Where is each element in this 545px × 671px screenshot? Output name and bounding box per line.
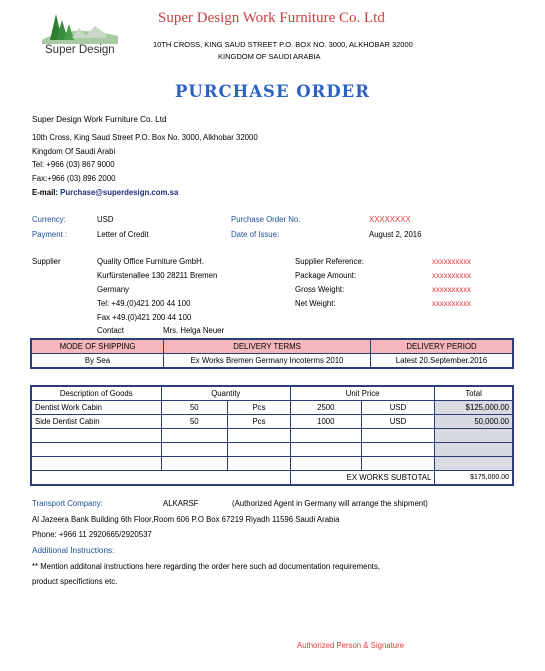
package-amount-label: Package Amount: <box>295 271 357 280</box>
table-row <box>31 429 513 443</box>
item-description: Dentist Work Cabin <box>31 401 161 415</box>
subtotal-row <box>31 471 513 486</box>
tree-logo-icon <box>40 6 120 46</box>
supplier-country: Germany <box>97 285 130 294</box>
po-number-label: Purchase Order No. <box>231 215 301 224</box>
currency-label: Currency: <box>32 215 66 224</box>
supplier-ref-label: Supplier Reference: <box>295 257 364 266</box>
additional-line1: ** Mention additonal instructions here regarding the order here such ad documentation requirements, <box>32 562 381 571</box>
table-row <box>31 401 513 415</box>
signature-label: Authorized Person & Signature <box>297 641 405 650</box>
goods-header-row <box>31 386 513 401</box>
additional-line2: product specifictions etc. <box>32 577 118 586</box>
delivery-period-header: DELIVERY PERIOD <box>371 339 514 354</box>
supplier-street: Kurfürstenallee 130 28211 Bremen <box>97 271 218 280</box>
company-logo <box>40 6 120 61</box>
delivery-terms-header: DELIVERY TERMS <box>164 339 371 354</box>
po-number-value: XXXXXXXX <box>369 215 411 224</box>
item-price: 2500 <box>290 401 361 415</box>
table-row <box>31 443 513 457</box>
item-price: 1000 <box>290 415 361 429</box>
buyer-tel: Tel: +966 (03) 867 9000 <box>32 160 115 169</box>
buyer-fax: Fax:+966 (03) 896 2000 <box>32 174 116 183</box>
buyer-email-row <box>32 188 178 197</box>
company-name: Super Design Work Furniture Co. Ltd <box>158 10 385 26</box>
transport-company: ALKARSF <box>163 499 199 508</box>
supplier-ref-value: xxxxxxxxxx <box>432 257 471 266</box>
table-row <box>31 457 513 471</box>
goods-table <box>30 385 514 486</box>
gross-weight-value: xxxxxxxxxx <box>432 285 471 294</box>
buyer-name: Super Design Work Furniture Co. Ltd <box>32 115 167 124</box>
issue-date-label: Date of Issue: <box>231 230 280 239</box>
payment-label: Payment : <box>32 230 68 239</box>
logo-text: Super Design <box>45 44 115 56</box>
payment-value: Letter of Credit <box>97 230 149 239</box>
description-header: Description of Goods <box>31 386 161 401</box>
item-total: $125,000.00 <box>435 401 513 415</box>
buyer-email-link[interactable]: Purchase@superdesign.com.sa <box>60 188 179 197</box>
item-currency: USD <box>361 401 435 415</box>
buyer-address1: 10th Cross, King Saud Street P.O. Box No. 3000, Alkhobar 32000 <box>32 133 258 142</box>
buyer-address2: Kingdom Of Saudi Arabi <box>32 147 116 156</box>
item-unit: Pcs <box>228 401 291 415</box>
supplier-label: Supplier <box>32 257 61 266</box>
supplier-tel: Tel: +49.(0)421 200 44 100 <box>97 299 191 308</box>
item-unit: Pcs <box>228 415 291 429</box>
shipping-value-row <box>31 354 513 369</box>
gross-weight-label: Gross Weight: <box>295 285 345 294</box>
currency-value: USD <box>97 215 114 224</box>
transport-note: (Authorized Agent in Germany will arrange the shipment) <box>232 499 428 508</box>
net-weight-label: Net Weight: <box>295 299 336 308</box>
item-description: Side Dentist Cabin <box>31 415 161 429</box>
shipping-mode-header: MODE OF SHIPPING <box>31 339 164 354</box>
transport-phone: Phone: +966 11 2920665/2920537 <box>32 530 152 539</box>
subtotal-value: $175,000.00 <box>435 471 513 486</box>
supplier-fax: Fax +49.(0)421 200 44 100 <box>97 313 192 322</box>
supplier-contact: Mrs. Helga Neuer <box>163 326 225 335</box>
delivery-terms-value: Ex Works Bremen Germany Incoterms 2010 <box>164 354 371 369</box>
issue-date-value: August 2, 2016 <box>369 230 422 239</box>
item-qty: 50 <box>161 401 228 415</box>
table-row <box>31 415 513 429</box>
shipping-header-row <box>31 339 513 354</box>
item-qty: 50 <box>161 415 228 429</box>
additional-instructions-label: Additional Instructions: <box>32 546 115 555</box>
company-address-line1: 10TH CROSS, KING SAUD STREET P.O. BOX NO. 3000, ALKHOBAR 32000 <box>153 40 413 49</box>
total-header: Total <box>435 386 513 401</box>
quantity-header: Quantity <box>161 386 290 401</box>
page-title: PURCHASE ORDER <box>175 82 370 101</box>
item-currency: USD <box>361 415 435 429</box>
supplier-contact-label: Contact <box>97 326 124 335</box>
package-amount-value: xxxxxxxxxx <box>432 271 471 280</box>
item-total: 50,000.00 <box>435 415 513 429</box>
delivery-period-value: Latest 20.September.2016 <box>371 354 514 369</box>
shipping-table <box>30 338 514 369</box>
unit-price-header: Unit Price <box>290 386 434 401</box>
email-label: E-mail: <box>32 188 58 197</box>
shipping-mode-value: By Sea <box>31 354 164 369</box>
supplier-name: Quality Office Furniture GmbH. <box>97 257 204 266</box>
subtotal-label: EX WORKS SUBTOTAL <box>290 471 434 486</box>
company-address-line2: KINGDOM OF SAUDI ARABIA <box>218 52 321 61</box>
transport-label: Transport Company: <box>32 499 103 508</box>
transport-address: Al Jazeera Bank Building 6th Floor,Room 606 P.O Box 67219 Riyadh 11596 Saudi Arabia <box>32 515 340 524</box>
net-weight-value: xxxxxxxxxx <box>432 299 471 308</box>
